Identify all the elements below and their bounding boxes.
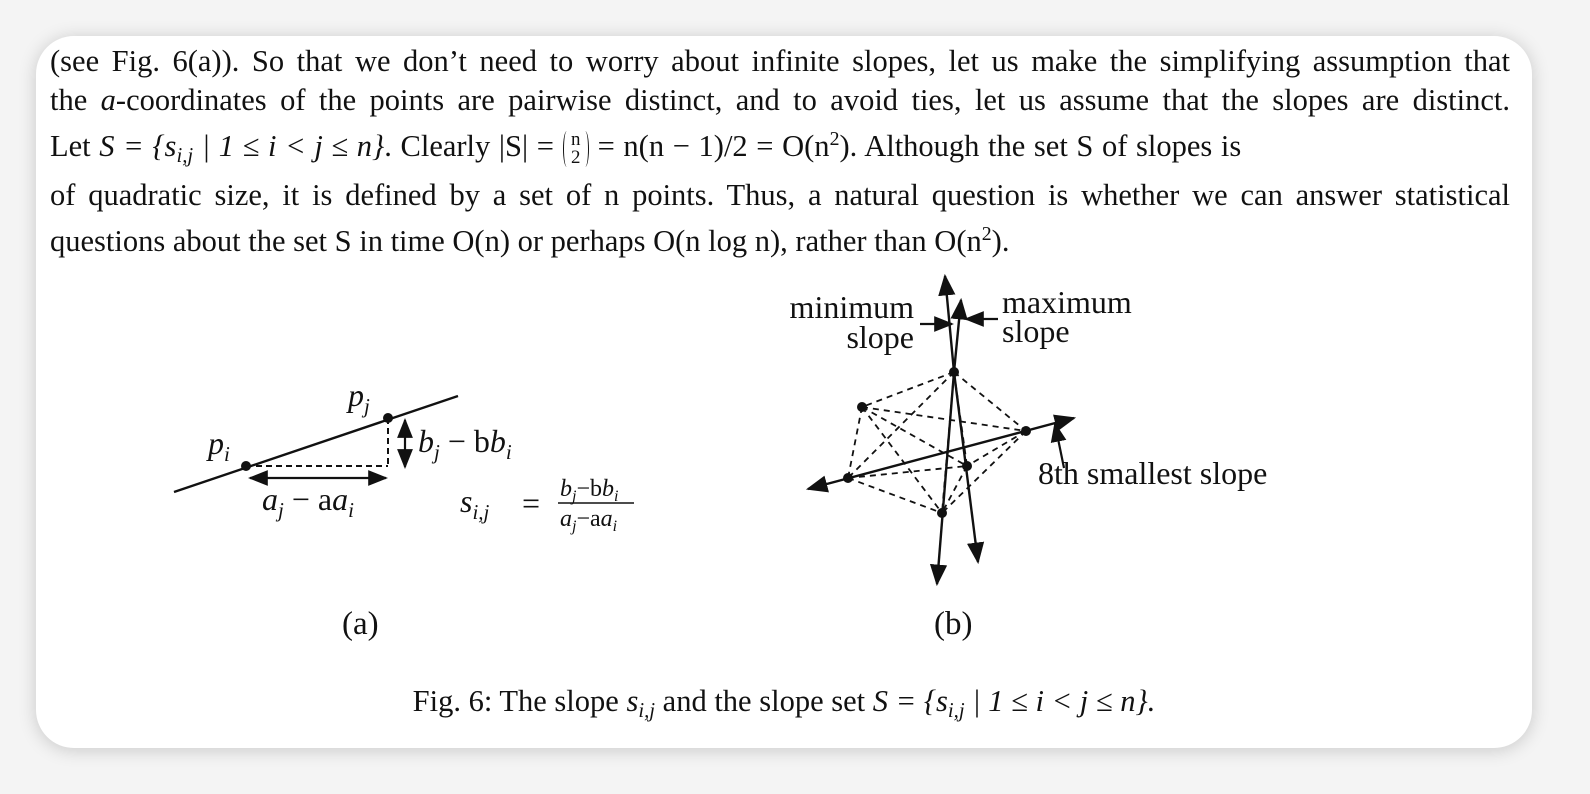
caption-set-sub: i,j bbox=[947, 700, 965, 723]
label-minimum-slope: slope bbox=[846, 319, 914, 355]
panel-label-b: (b) bbox=[934, 606, 973, 642]
label-minimum: minimum bbox=[789, 289, 914, 325]
text-run: the bbox=[50, 83, 101, 117]
point-pj bbox=[383, 413, 393, 423]
formula-equals: = bbox=[522, 485, 541, 521]
label-pj: $p_j$ bbox=[348, 377, 370, 418]
text-run: ). bbox=[991, 224, 1010, 258]
text-run: -coordinates of the points are pairwise distinct, and to avoid ties, let us assume that the slopes are distinct. bbox=[115, 83, 1510, 117]
label-pi: $p_i$ bbox=[208, 425, 230, 466]
label-delta-b: $b_j - bb_i$ bbox=[418, 423, 512, 464]
math-sub: i,j bbox=[176, 145, 194, 168]
figure-6 bbox=[36, 36, 1532, 748]
panel-label-a: (a) bbox=[342, 606, 379, 642]
caption-s: s bbox=[626, 684, 639, 718]
math-sup: 2 bbox=[981, 223, 992, 246]
text-run: Let bbox=[50, 128, 100, 163]
point bbox=[949, 367, 959, 377]
label-maximum-slope: slope bbox=[1002, 313, 1070, 349]
line-through-top bbox=[937, 372, 954, 584]
math-var: a bbox=[100, 83, 116, 117]
label-delta-a: $a_j - aa_i$ bbox=[262, 481, 354, 522]
figure-caption bbox=[36, 684, 1532, 723]
math-cond: | 1 ≤ i < j ≤ n} bbox=[193, 128, 385, 163]
binom-top: n bbox=[571, 128, 581, 150]
formula-lhs: $s_{i,j}$ bbox=[460, 483, 490, 524]
paper-page bbox=[36, 36, 1532, 748]
formula-numerator: $b_j-bb_i$ bbox=[560, 476, 619, 505]
caption-s-sub: i,j bbox=[638, 700, 656, 723]
point bbox=[857, 402, 867, 412]
math-eq: = n(n − 1)/2 = O(n bbox=[588, 128, 830, 163]
point bbox=[937, 508, 947, 518]
label-maximum: maximum bbox=[1002, 284, 1132, 320]
dashed-edges bbox=[848, 372, 1026, 513]
caption-middle: and the slope set bbox=[655, 684, 873, 718]
slope-formula bbox=[460, 476, 634, 535]
point bbox=[843, 473, 853, 483]
caption-prefix: Fig. 6: The slope bbox=[412, 684, 627, 718]
label-8th-smallest-slope: 8th smallest slope bbox=[1038, 455, 1268, 491]
text-run: questions about the set S in time O(n) or perhaps O(n log n), rather than O(n bbox=[50, 224, 982, 258]
figure-b bbox=[790, 276, 1268, 642]
paragraph-line-4: of quadratic size, it is defined by a set of n points. Thus, a natural question is whether we can answer statistical bbox=[50, 178, 1510, 213]
caption-set: S = {s bbox=[872, 684, 948, 718]
point-pi bbox=[241, 461, 251, 471]
text-run: ). Although the set S of slopes is bbox=[839, 128, 1242, 163]
figure-a bbox=[174, 377, 634, 642]
paragraph-line-1: (see Fig. 6(a)). So that we don’t need to worry about infinite slopes, let us make the simplifying assumption that bbox=[50, 44, 1510, 78]
point bbox=[962, 461, 972, 471]
point bbox=[1021, 426, 1031, 436]
math-sup: 2 bbox=[829, 128, 840, 150]
maximum-slope-line bbox=[954, 300, 961, 372]
text-run: . Clearly |S| = bbox=[384, 128, 563, 163]
caption-set-cond: | 1 ≤ i < j ≤ n}. bbox=[964, 684, 1156, 718]
binom-bottom: 2 bbox=[571, 146, 581, 168]
formula-denominator: $a_j-aa_i$ bbox=[560, 506, 618, 535]
math-set-def: S = {s bbox=[99, 128, 177, 163]
